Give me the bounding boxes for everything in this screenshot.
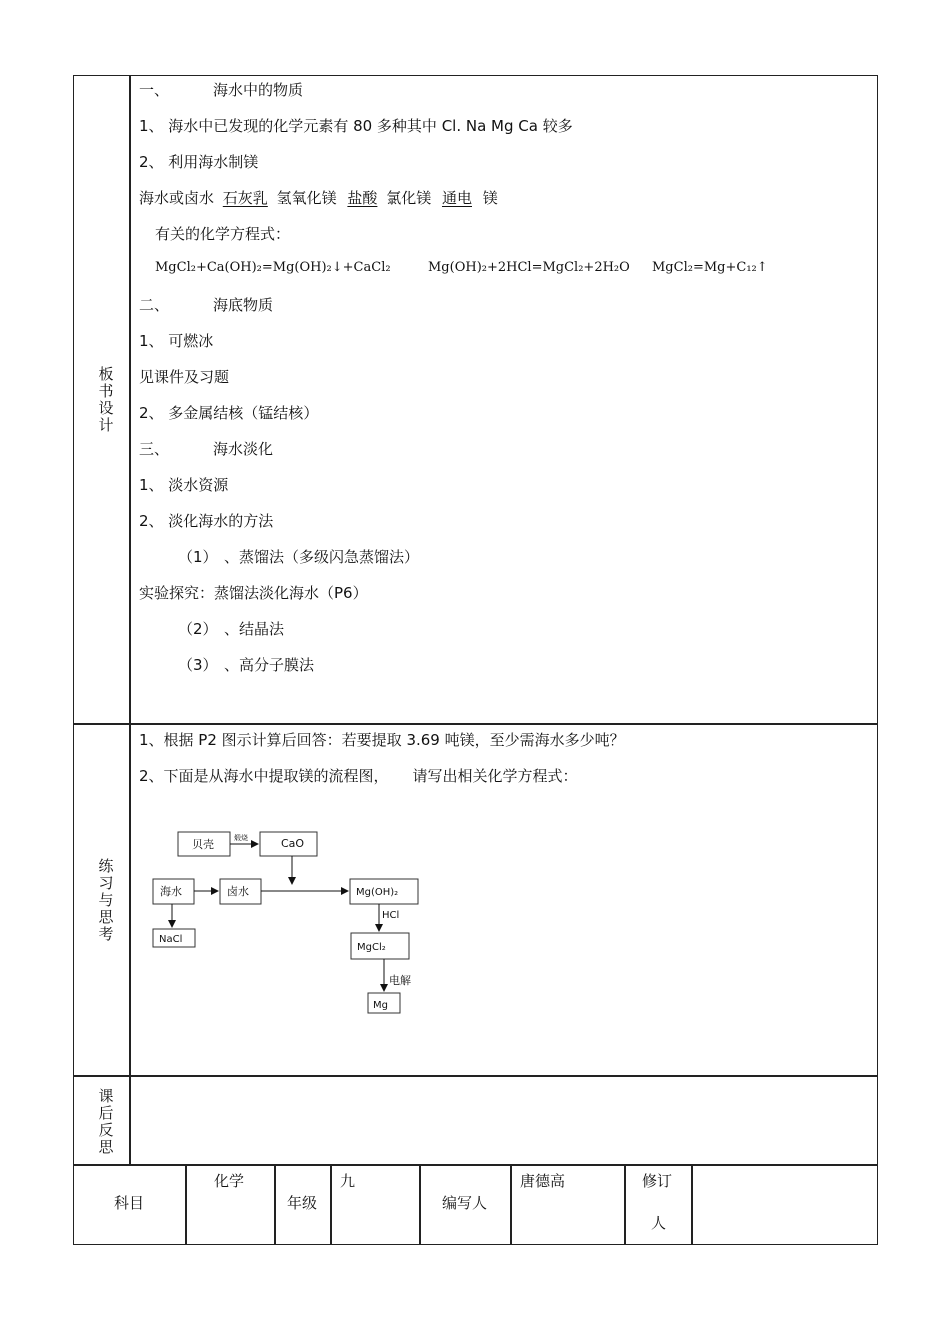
footer-divider-7: [691, 1164, 693, 1245]
author-value: 唐德高: [520, 1172, 566, 1190]
footer-divider-1: [185, 1164, 187, 1245]
mg-text: Mg: [373, 1000, 388, 1011]
section-2-title: 海底物质: [213, 296, 274, 314]
row-divider-1: [73, 723, 878, 725]
cao-text: CaO: [281, 837, 305, 850]
method-3: [178, 654, 314, 675]
method-2-number: （2）: [178, 620, 211, 638]
section-1-heading: [139, 79, 303, 100]
subject-value: 化学: [214, 1172, 245, 1190]
row-divider-3: [73, 1164, 878, 1166]
subject-label: 科目: [114, 1194, 145, 1212]
section-3-number: 三、: [139, 440, 170, 458]
nacl-text: NaCl: [159, 934, 183, 945]
section-3-item-2: 2、 淡化海水的方法: [139, 512, 274, 530]
method-2-text: 、结晶法: [224, 620, 285, 638]
label-column-divider: [129, 75, 131, 1165]
footer-divider-6: [624, 1164, 626, 1245]
footer-divider-2: [274, 1164, 276, 1245]
section-2-item-1-note: 见课件及习题: [139, 368, 230, 386]
method-1: [178, 546, 419, 567]
shell-text: 贝壳: [192, 838, 214, 851]
mgoh2-text: Mg(OH)₂: [356, 887, 399, 898]
equations-heading: 有关的化学方程式：: [155, 225, 291, 243]
reviser-label-line-1: 修订: [642, 1172, 673, 1190]
section-1-number: 一、: [139, 81, 170, 99]
question-2: [139, 765, 578, 786]
experiment-note: 实验探究：蒸馏法淡化海水（P6）: [139, 584, 368, 602]
question-2-part-a: 2、下面是从海水中提取镁的流程图，: [139, 767, 389, 785]
equation-2: Mg(OH)₂+2HCl=MgCl₂+2H₂O: [428, 260, 630, 275]
method-3-text: 、高分子膜法: [224, 656, 315, 674]
section-2-number: 二、: [139, 296, 170, 314]
chain-magnesium-chloride: 氯化镁: [386, 189, 432, 207]
method-3-number: （3）: [178, 656, 211, 674]
hcl-text: HCl: [382, 910, 400, 921]
section-1-item-2: 2、 利用海水制镁: [139, 153, 259, 171]
chain-magnesium-hydroxide: 氢氧化镁: [276, 189, 337, 207]
equation-3: MgCl₂=Mg+C₁₂↑: [652, 260, 768, 275]
section-3-title: 海水淡化: [213, 440, 274, 458]
section-3-item-1: 1、 淡水资源: [139, 476, 229, 494]
board-design-label: 板 书 设 计: [98, 365, 114, 434]
author-label: 编写人: [442, 1194, 488, 1212]
method-1-text: 、蒸馏法（多级闪急蒸馏法）: [224, 548, 420, 566]
section-2-item-1: 1、 可燃冰: [139, 332, 214, 350]
reviser-label-line-2: 人: [651, 1214, 667, 1232]
section-2-heading: [139, 294, 273, 315]
electrolysis-text: 电解: [389, 974, 411, 987]
footer-divider-4: [419, 1164, 421, 1245]
grade-label: 年级: [287, 1194, 318, 1212]
grade-value: 九: [340, 1172, 356, 1190]
method-2: [178, 618, 284, 639]
brine-text: 卤水: [227, 885, 249, 898]
reflection-label: 课 后 反 思: [98, 1087, 114, 1156]
chain-reagent-acid: 盐酸: [347, 189, 378, 207]
footer-divider-3: [330, 1164, 332, 1245]
chain-magnesium: 镁: [482, 189, 498, 207]
question-1: 1、根据 P2 图示计算后回答：若要提取 3.69 吨镁，至少需海水多少吨？: [139, 731, 625, 749]
practice-label: 练 习 与 思 考: [98, 857, 114, 943]
question-2-part-b: 请写出相关化学方程式：: [412, 767, 578, 785]
magnesium-extraction-flowchart: [150, 828, 450, 1018]
row-divider-2: [73, 1075, 878, 1077]
magnesium-chain: [139, 187, 498, 208]
calcine-text: 煅烧: [234, 834, 248, 842]
section-1-item-1: 1、 海水中已发现的化学元素有 80 多种其中 Cl. Na Mg Ca 较多: [139, 117, 573, 135]
section-3-heading: [139, 438, 273, 459]
section-1-title: 海水中的物质: [213, 81, 304, 99]
method-1-number: （1）: [178, 548, 211, 566]
mgcl2-text: MgCl₂: [357, 942, 386, 953]
equation-1: MgCl₂+Ca(OH)₂=Mg(OH)₂↓+CaCl₂: [155, 260, 391, 275]
chain-source: 海水或卤水: [139, 189, 215, 207]
seawater-text: 海水: [160, 885, 182, 898]
footer-divider-5: [510, 1164, 512, 1245]
section-2-item-2: 2、 多金属结核（锰结核）: [139, 404, 319, 422]
chain-reagent-electricity: 通电: [441, 189, 472, 207]
chain-reagent-lime: 石灰乳: [222, 189, 268, 207]
